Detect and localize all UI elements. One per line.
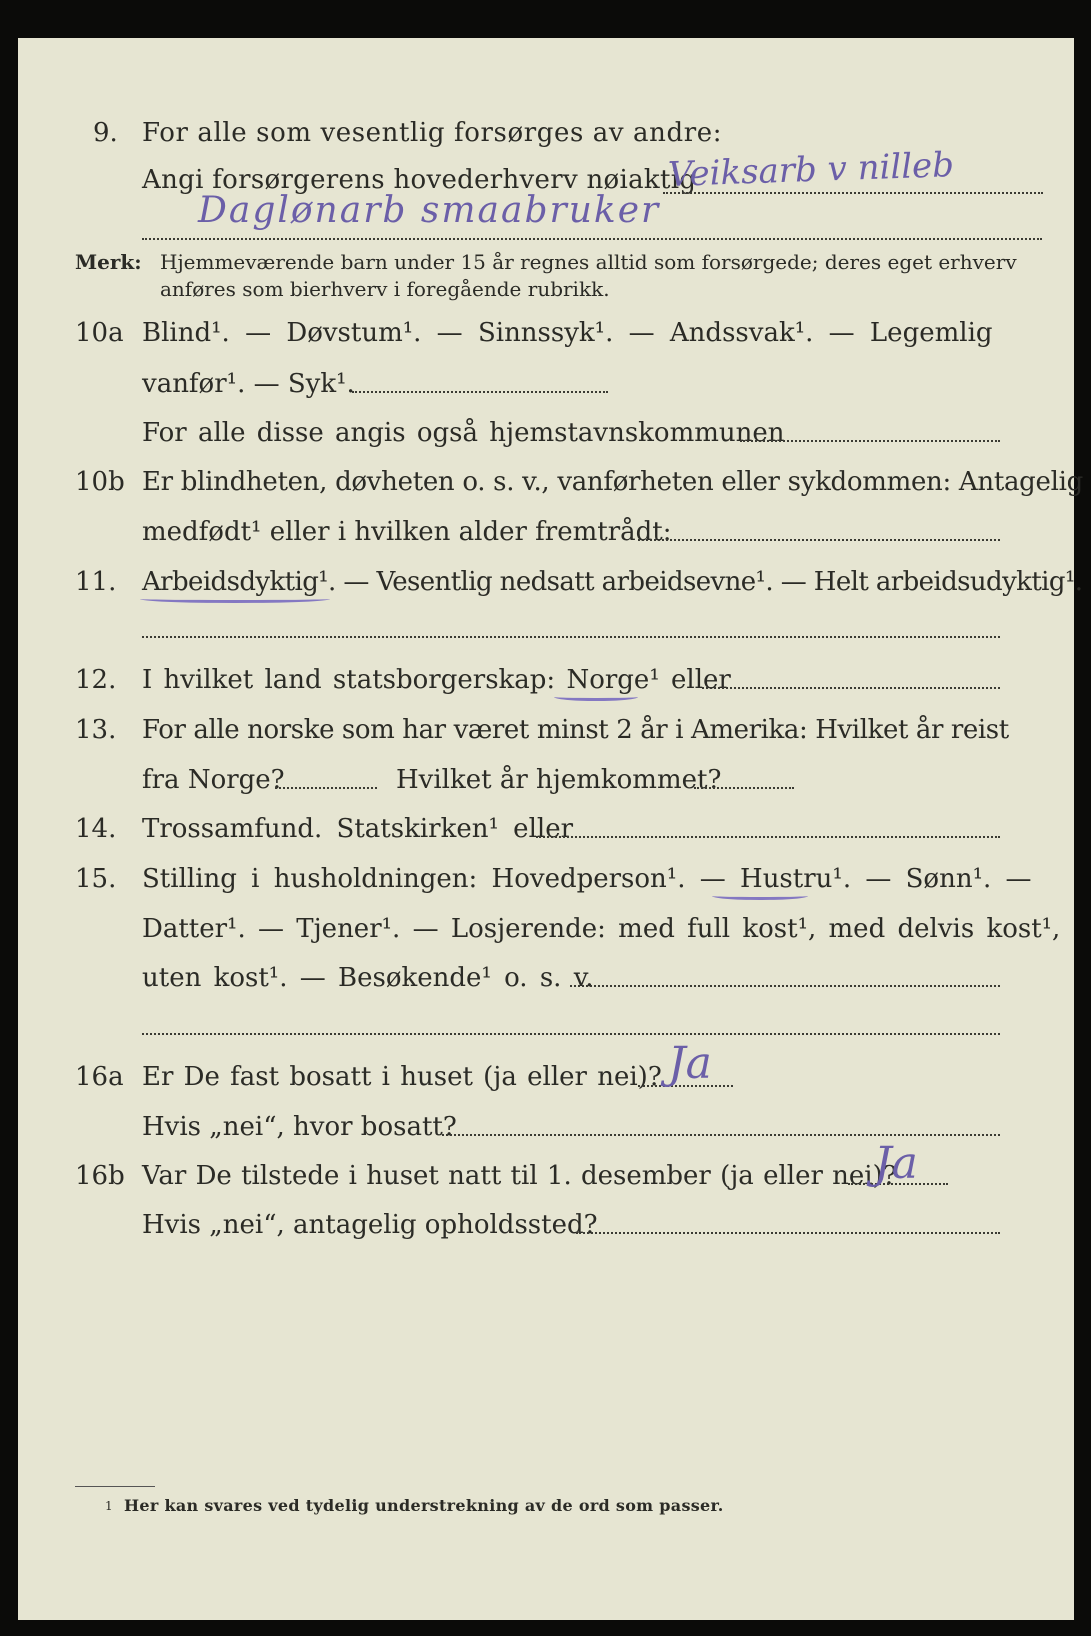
q14-line1: Trossamfund. Statskirken¹ eller <box>142 814 574 844</box>
merk-line1: Hjemmeværende barn under 15 år regnes alltid som forsørgede; deres eget erhverv <box>160 250 1017 274</box>
q10b-line2: medfødt¹ eller i hvilken alder fremtrådt: <box>142 517 672 547</box>
q13-returned-year-line <box>694 787 794 789</box>
q16b-stay-place-line <box>576 1232 1000 1234</box>
merk-line2: anføres som bierhverv i foregående rubrikk. <box>160 277 610 301</box>
q16a-number: 16a <box>75 1062 124 1092</box>
q13-line1: For alle norske som har været minst 2 år i Amerika: Hvilket år reist <box>142 715 1009 745</box>
q9-number: 9. <box>93 118 118 148</box>
q9-line1: For alle som vesentlig forsørges av andre: <box>142 118 723 148</box>
q9-line2: Angi forsørgerens hovederhverv nøiaktig <box>142 165 697 195</box>
q10a-home-municipality-line <box>740 440 1000 442</box>
footnote-rule <box>75 1486 155 1487</box>
merk-label: Merk: <box>75 250 142 274</box>
q15-line1: Stilling i husholdningen: Hovedperson¹. — Hustru¹. — Sønn¹. — <box>142 864 1032 894</box>
q16a-line1: Er De fast bosatt i huset (ja eller nei)? <box>142 1062 662 1092</box>
q10b-line1: Er blindheten, døvheten o. s. v., vanførheten eller sykdommen: Antagelig <box>142 467 1083 497</box>
q12-number: 12. <box>75 665 117 695</box>
q15-extra-line <box>142 1033 1000 1035</box>
census-form-page <box>18 38 1083 1620</box>
q13-line2b: Hvilket år hjemkommet? <box>396 765 722 795</box>
q9-answer-line2 <box>142 238 1042 240</box>
q11-number: 11. <box>75 567 117 597</box>
q12-underline-norge <box>554 693 638 701</box>
q13-number: 13. <box>75 715 117 745</box>
q10a-sick-line <box>352 391 608 393</box>
q11-extra-line <box>142 636 1000 638</box>
q10a-line1: Blind¹. — Døvstum¹. — Sinnssyk¹. — Andssvak¹. — Legemlig <box>142 318 993 348</box>
q12-country-line <box>702 687 1000 689</box>
q15-position-line <box>570 985 1000 987</box>
q16a-line2: Hvis „nei“, hvor bosatt? <box>142 1112 457 1142</box>
q10a-line3: For alle disse angis også hjemstavnskommunen <box>142 418 785 448</box>
q15-number: 15. <box>75 864 117 894</box>
q16b-line2: Hvis „nei“, antagelig opholdssted? <box>142 1210 598 1240</box>
q14-faith-line <box>536 836 1000 838</box>
footnote-mark: 1 <box>105 1499 113 1513</box>
q11-line1: Arbeidsdyktig¹. — Vesentlig nedsatt arbeidsevne¹. — Helt arbeidsudyktig¹. <box>142 567 1083 597</box>
q11-underline-arbeidsdyktig <box>140 595 330 603</box>
q16a-residence-line <box>442 1134 1000 1136</box>
q16b-number: 16b <box>75 1161 125 1191</box>
q15-underline-hustru <box>712 892 808 900</box>
q9-handwritten-answer2: Daglønarb smaabruker <box>198 190 661 231</box>
q9-handwritten-answer1: Veiksarb v nilleb <box>667 145 955 195</box>
q12-line1: I hvilket land statsborgerskap: Norge¹ eller <box>142 665 731 695</box>
q13-emigrated-year-line <box>275 787 377 789</box>
footnote-text: Her kan svares ved tydelig understrekning av de ord som passer. <box>124 1496 724 1515</box>
q13-line2a: fra Norge? <box>142 765 285 795</box>
q16b-handwritten-answer: Ja <box>874 1138 918 1189</box>
q10b-number: 10b <box>75 467 125 497</box>
q10b-age-line <box>638 539 1000 541</box>
q16a-handwritten-answer: Ja <box>668 1038 712 1089</box>
q15-line2: Datter¹. — Tjener¹. — Losjerende: med full kost¹, med delvis kost¹, <box>142 914 1061 944</box>
q16b-line1: Var De tilstede i huset natt til 1. desember (ja eller nei)? <box>142 1161 897 1191</box>
q15-line3: uten kost¹. — Besøkende¹ o. s. v. <box>142 963 594 993</box>
q14-number: 14. <box>75 814 117 844</box>
q10a-line2: vanfør¹. — Syk¹. <box>142 369 355 399</box>
q10a-number: 10a <box>75 318 124 348</box>
